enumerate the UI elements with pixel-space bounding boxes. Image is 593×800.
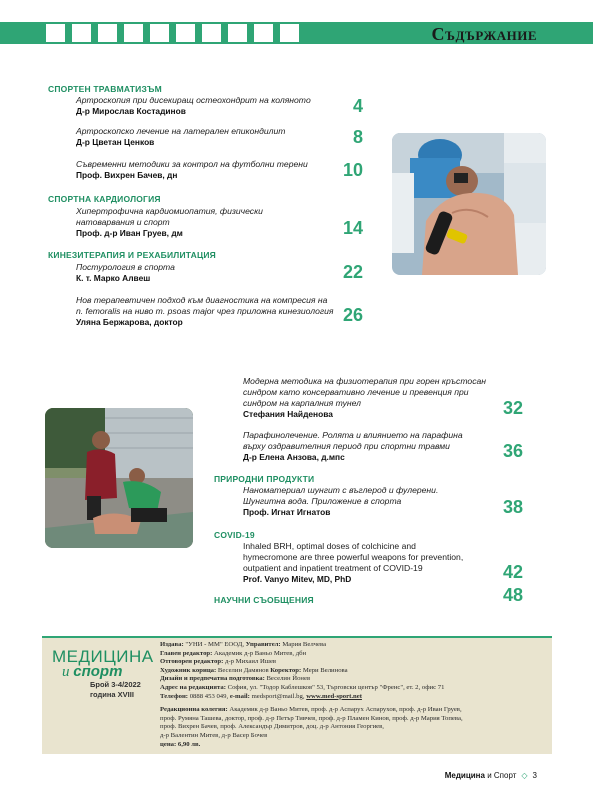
entry-author: Д-р Елена Анзова, д.мпс xyxy=(243,452,345,462)
header-square xyxy=(72,24,91,42)
entry-title: Хипертрофична кардиомиопатия, физически xyxy=(76,206,263,216)
header-square xyxy=(176,24,195,42)
entry-page-number: 8 xyxy=(352,127,363,147)
entry-title: Наноматериал шунгит с въглерод и фулерени. xyxy=(243,485,439,495)
entry-author: Д-р Мирослав Костадинов xyxy=(76,106,186,116)
toc-entry[interactable] xyxy=(76,206,356,239)
header-square xyxy=(280,24,299,42)
entry-page-number: 38 xyxy=(502,497,523,517)
entry-title: Шунгитна вода. Приложение в спорта xyxy=(243,496,402,506)
entry-page-number: 32 xyxy=(502,398,523,418)
entry-author: Prof. Vanyo Mitev, MD, PhD xyxy=(243,574,352,584)
header-square xyxy=(46,24,65,42)
entry-title: Артроскопия при дисекиращ остеохондрит на колянотo xyxy=(76,95,311,105)
entry-title: Съвременни методики за контрол на футболни терени xyxy=(76,159,308,169)
issue-info xyxy=(90,680,141,700)
footer-page-number: 3 xyxy=(532,771,537,780)
toc-entry[interactable] xyxy=(76,95,356,117)
entry-author: Стефания Найденова xyxy=(243,409,333,419)
toc-entry[interactable] xyxy=(76,126,356,148)
entry-page-number: 10 xyxy=(342,160,363,180)
section-heading-sports-cardiology: СПОРТНА КАРДИОЛОГИЯ xyxy=(48,194,161,204)
entry-author: Д-р Цветан Ценков xyxy=(76,137,155,147)
entry-title: върху оздравителния период при спортни травми xyxy=(243,441,450,451)
header-square xyxy=(202,24,221,42)
magazine-logo xyxy=(52,647,154,681)
entry-title: синдром като консервативно лечение и превенция при xyxy=(243,387,469,397)
section-heading-natural-products: ПРИРОДНИ ПРОДУКТИ xyxy=(214,474,315,484)
entry-title: Модерна методика на физиотерапия при горен кръстосан xyxy=(243,376,486,386)
website-link[interactable]: www.med-sport.net xyxy=(306,692,362,700)
entry-page-number: 14 xyxy=(342,218,363,238)
page-footer xyxy=(445,771,537,780)
header-square xyxy=(98,24,117,42)
entry-author: Проф. Игнат Игнатов xyxy=(243,507,331,517)
toc-entry[interactable] xyxy=(76,262,356,284)
price: цена: 6,90 лв. xyxy=(160,740,201,748)
entry-title: Артроскопско лечение на латерален епикондилит xyxy=(76,126,286,136)
entry-title: синдром на карпалния тунел xyxy=(243,398,361,408)
section-heading-sports-trauma: СПОРТЕН ТРАВМАТИЗЪМ xyxy=(48,84,162,94)
entry-page-number: 48 xyxy=(502,585,523,605)
issue-year: година XVIII xyxy=(90,690,134,699)
section-heading-scientific-reports[interactable]: НАУЧНИ СЪОБЩЕНИЯ xyxy=(214,595,314,605)
logo-line2: и спорт xyxy=(62,663,123,680)
toc-entry[interactable] xyxy=(243,430,533,463)
section-heading-kinesitherapy: КИНЕЗИТЕРАПИЯ И РЕХАБИЛИТАЦИЯ xyxy=(48,250,216,260)
entry-page-number: 22 xyxy=(342,262,363,282)
imprint-block: Издава: "УНИ - ММ" ЕООД, Управител: Мария Велчева Главен редактор: Академик д-р Ваньо Митев, дбн Отговорен редактор: д-р Михаил Ишев Художник корица: Веселин Дамянов Коректор: Мери Велинова Дизайн и предпечатна подготовка: Веселин Йонев Адрес на редакцията: София, ул. "Тодор Каблешков" 53, Търговски център "Френс", ет. 2, офис 71 Телефон: 0888 453 049, e-mail: medsport@mail.bg, www.med-sport.net Редакционна колегия: Академик д-р Ваньо Митев, проф. д-р Аспарух Аспарухов, проф. д-р Иван Груев, проф. Румяна Ташева, доктор, проф. д-р Петър Тивчев, проф. д-р Пламен Кинов, проф. д-р Мария Топева, проф. Вихрен Бачев, проф. Александър Димитров, доц. д-р Антония Георгиев, д-р Валентин Митев, д-р Васер Бочев цена: 6,90 лв. xyxy=(160,641,548,749)
logo-line1: МЕДИЦИНА xyxy=(52,647,154,666)
page-title: Съдържание xyxy=(431,24,537,44)
toc-entry[interactable] xyxy=(243,485,533,518)
toc-entry[interactable] xyxy=(76,295,366,328)
entry-page-number: 36 xyxy=(502,441,523,461)
entry-page-number: 42 xyxy=(502,562,523,582)
entry-page-number: 4 xyxy=(352,96,363,116)
header-square xyxy=(228,24,247,42)
entry-title: n. femoralis на ниво m. psoas major чрез приложна кинезиология xyxy=(76,306,334,316)
toc-entry[interactable] xyxy=(243,376,533,420)
entry-title: outpatient and inpatient treatment of COVID-19 xyxy=(243,563,423,573)
entry-page-number: 26 xyxy=(342,305,363,325)
toc-entry[interactable] xyxy=(243,541,533,585)
entry-author: К. т. Марко Алвеш xyxy=(76,273,151,283)
section-heading-covid: COVID-19 xyxy=(214,530,255,540)
entry-title: Inhaled BRH, optimal doses of colchicine and xyxy=(243,541,416,551)
entry-title: натоварвания и спорт xyxy=(76,217,170,227)
entry-title: Постурология в спорта xyxy=(76,262,175,272)
entry-title: hymecromone are three powerful weapons for prevention, xyxy=(243,552,464,562)
photo-cpr-training xyxy=(45,408,193,548)
entry-title: Парафинолечение. Ролята и влиянието на парафина xyxy=(243,430,463,440)
header-square xyxy=(254,24,273,42)
header-square xyxy=(150,24,169,42)
diamond-icon: ◇ xyxy=(521,771,528,780)
entry-title: Нов терапевтичен подход към диагностика на компресия на xyxy=(76,295,328,305)
footer-magazine-name: Медицина и Спорт xyxy=(444,771,517,780)
photo-shoulder-therapy xyxy=(392,133,546,275)
entry-author: Проф. д-р Иван Груев, дм xyxy=(76,228,183,238)
entry-author: Уляна Бержарова, доктор xyxy=(76,317,183,327)
entry-author: Проф. Вихрен Бачев, дн xyxy=(76,170,178,180)
toc-entry[interactable] xyxy=(76,159,356,181)
issue-number: Брой 3-4/2022 xyxy=(90,680,141,689)
header-square xyxy=(124,24,143,42)
